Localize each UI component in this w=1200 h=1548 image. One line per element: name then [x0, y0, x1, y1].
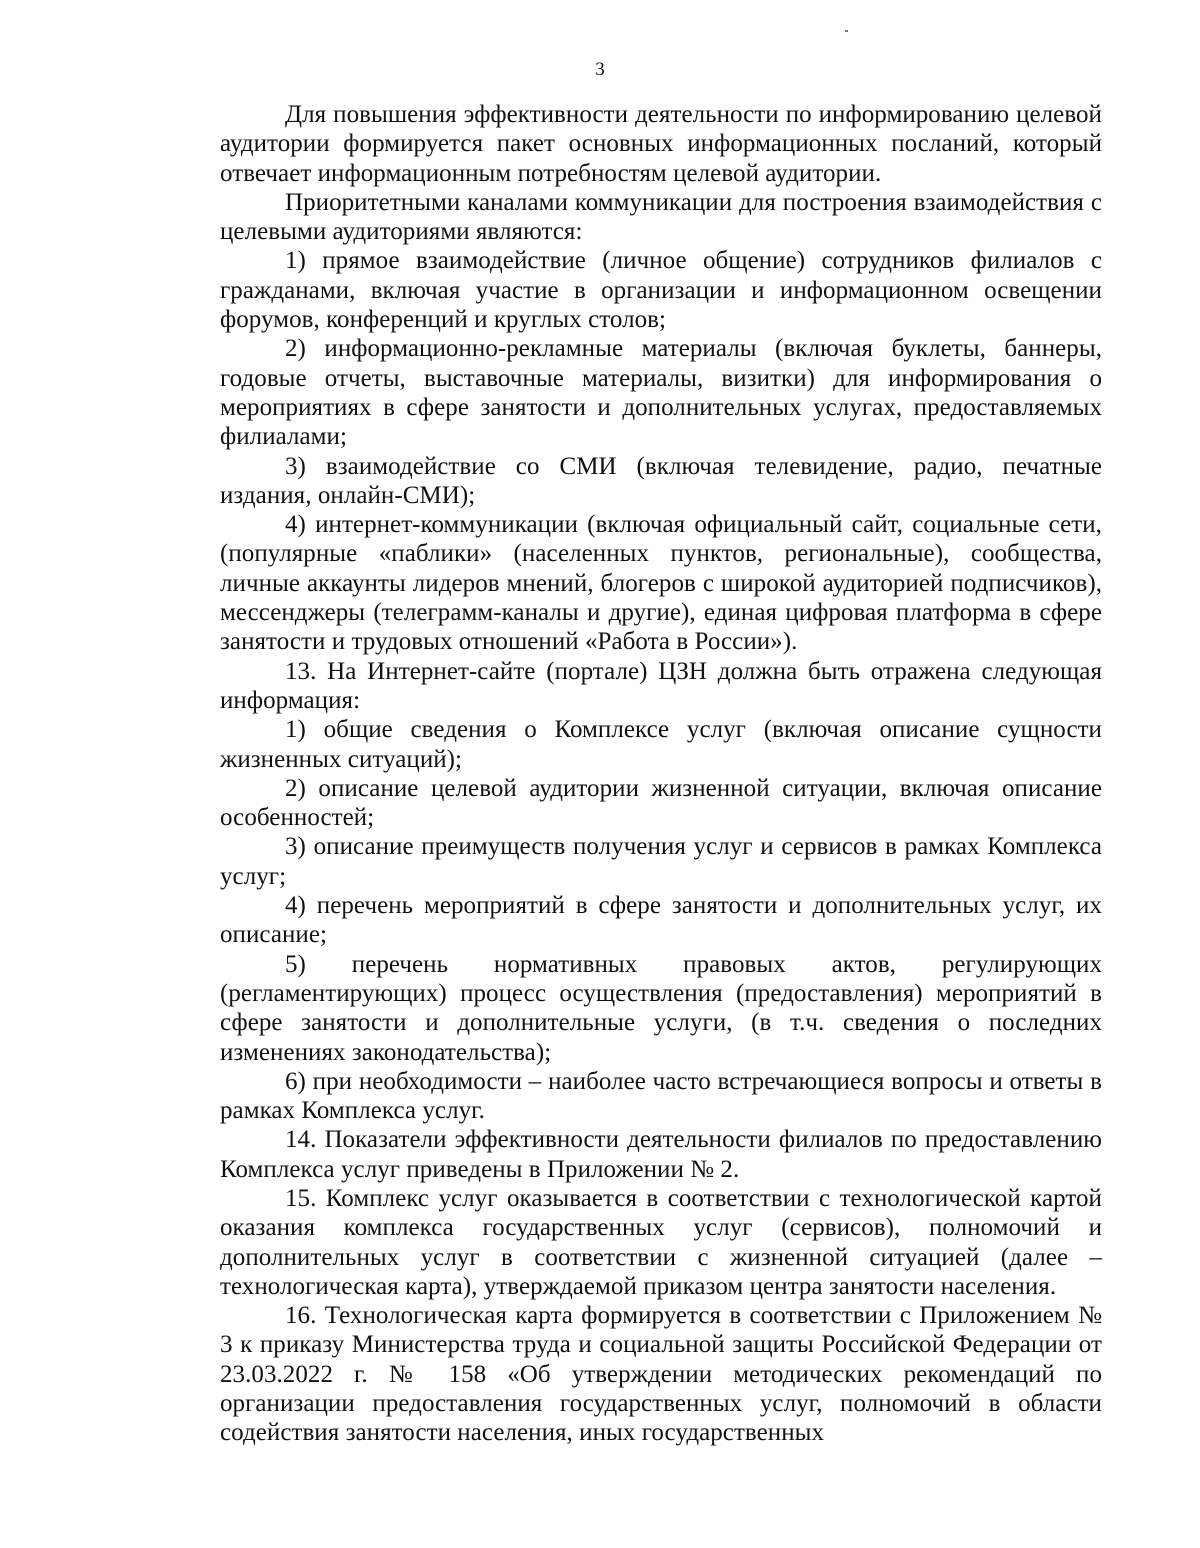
paragraph-section-16: 16. Технологическая карта формируется в соответствии с Приложением № 3 к приказу Министерства труда и социальной защиты Российской Федерации от 23.03.2022 г. № 158 «Об утверждении методических рекомендаций по организации предоставления государственных услуг, полномочий в области содействия занятости населения, иных государственных — [220, 1302, 1102, 1447]
list-item-info-4: 4) перечень мероприятий в сфере занятости и дополнительных услуг, их описание; — [220, 892, 1102, 949]
paragraph-section-15: 15. Комплекс услуг оказывается в соответствии с технологической картой оказания комплекса государственных услуг (сервисов), полномочий и дополнительных услуг в соответствии с жизненной ситуацией (далее – технологическая карта), утверждаемой приказом центра занятости населения. — [220, 1184, 1102, 1300]
list-item-info-2: 2) описание целевой аудитории жизненной ситуации, включая описание особенностей; — [220, 774, 1102, 832]
document-body — [220, 100, 1102, 1448]
list-item-channel-2: 2) информационно-рекламные материалы (включая буклеты, баннеры, годовые отчеты, выставочные материалы, визитки) для информирования о мероприятиях в сфере занятости и дополнительных услугах, предоставляемых филиалами; — [220, 335, 1102, 451]
scan-artifact-dot — [845, 30, 848, 32]
list-item-info-5: 5) перечень нормативных правовых актов, регулирующих (регламентирующих) процесс осуществления (предоставления) мероприятий в сфере занятости и дополнительные услуги, (в т.ч. сведения о последних изменениях законодательства); — [220, 950, 1102, 1066]
paragraph-section-13: 13. На Интернет-сайте (портале) ЦЗН должна быть отражена следующая информация: — [220, 657, 1102, 714]
page-number: 3 — [595, 59, 605, 80]
list-item-channel-1: 1) прямое взаимодействие (личное общение) сотрудников филиалов с гражданами, включая участие в организации и информационном освещении форумов, конференций и круглых столов; — [220, 247, 1102, 334]
list-item-info-1: 1) общие сведения о Комплексе услуг (включая описание сущности жизненных ситуаций); — [220, 716, 1102, 773]
list-item-channel-4: 4) интернет-коммуникации (включая официальный сайт, социальные сети, (популярные «паблики» (населенных пунктов, региональные), сообщества, личные аккаунты лидеров мнений, блогеров с широкой аудиторией подписчиков), мессенджеры (телеграмм-каналы и другие), единая цифровая платформа в сфере занятости и трудовых отношений «Работа в России»). — [220, 511, 1102, 656]
list-item-info-3: 3) описание преимуществ получения услуг и сервисов в рамках Комплекса услуг; — [220, 833, 1102, 890]
list-item-channel-3: 3) взаимодействие со СМИ (включая телевидение, радио, печатные издания, онлайн-СМИ); — [220, 452, 1102, 509]
paragraph-intro: Для повышения эффективности деятельности по информированию целевой аудитории формируется пакет основных информационных посланий, который отвечает информационным потребностям целевой аудитории. — [220, 101, 1102, 187]
list-item-info-6: 6) при необходимости – наиболее часто встречающиеся вопросы и ответы в рамках Комплекса услуг. — [220, 1067, 1102, 1125]
paragraph-channels-heading: Приоритетными каналами коммуникации для построения взаимодействия с целевыми аудиториями являются: — [220, 188, 1102, 246]
paragraph-section-14: 14. Показатели эффективности деятельности филиалов по предоставлению Комплекса услуг приведены в Приложении № 2. — [220, 1126, 1102, 1183]
